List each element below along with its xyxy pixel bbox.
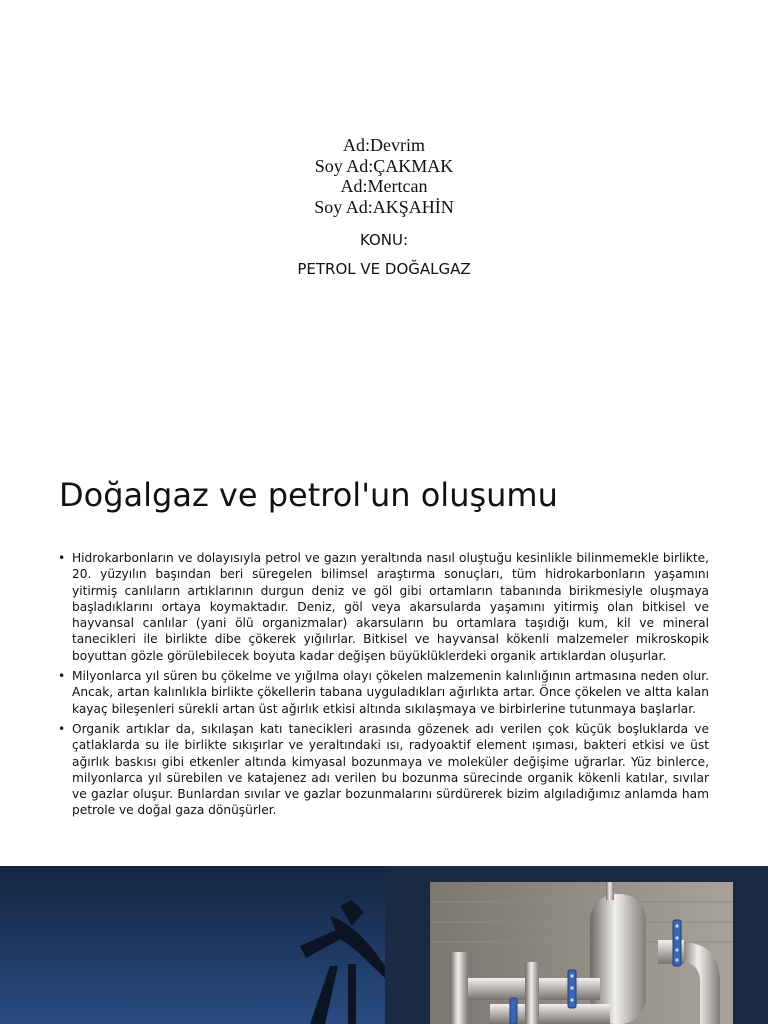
author-first-name-1: Ad:Devrim (343, 135, 425, 155)
image-slide (0, 866, 768, 1024)
gas-plant-pipes-icon (430, 882, 733, 1024)
oil-pumpjack-icon (0, 866, 385, 1024)
topic-title: PETROL VE DOĞALGAZ (297, 260, 471, 278)
bullet-icon: • (58, 669, 66, 684)
author-last-name-2: Soy Ad:AKŞAHİN (314, 197, 454, 218)
bullet-text: Organik artıklar da, sıkılaşan katı tanecikleri arasında gözenek adı verilen çok küçük boşluklarda ve çatlaklarda su ile birlikte sıkışırlar ve yeraltındaki ısı, radyoaktif element ışıması, bakteri etkisi ve üst ağırlık baskısı gibi etkenler altında kimyasal bozunmaya ve moleküler değişime uğrarlar. Yüz binlerce, milyonlarca yıl sürebilen ve katajenez adı verilen bu bozunma sürecinde organik kökenli katılar, sıvılar ve gazlar oluşur. Bunlardan sıvılar ve gazlar bozunmalarını sürdürerek bizim algıladığımız anlamda ham petrole ve doğal gaza dönüşürler. (72, 721, 709, 818)
list-item (56, 550, 709, 664)
title-slide (0, 0, 768, 432)
pumpjack-background (0, 866, 385, 1024)
list-item (56, 721, 709, 819)
gas-plant-photo (430, 882, 733, 1024)
bullet-icon: • (58, 721, 66, 736)
bullet-icon: • (58, 551, 66, 565)
author-last-name-1: Soy Ad:ÇAKMAK (314, 155, 454, 176)
bullet-text: Hidrokarbonların ve dolayısıyla petrol ve gazın yeraltında nasıl oluştuğu kesinlikle bilinmemekle birlikte, 20. yüzyılın başından beri süregelen bilimsel araştırma sonuçları, tüm hidrokarbonların yaşamını yitirmiş canlıların artıklarının durgun deniz ve göl gibi ortamların tabanında birikmesiyle oluşmaya başladıklarını ortaya koymaktadır. Deniz, göl veya akarsularda yaşamını yitirmiş olan bitkisel ve hayvansal canlılar (yani ölü organizmalar) akarsuların bu ortamlara taşıdığı kum, kil ve mineral tanecikleri ile birlikte dibe çökerek yığılırlar. Bitkisel ve hayvansal kökenli malzemeler mikroskopik boyuttan gözle görülebilecek boyuta kadar değişen büyüklüklerdeki organik artıklardan oluşurlar. (72, 551, 709, 663)
author-names (0, 135, 768, 218)
author-first-name-2: Ad:Mertcan (340, 176, 428, 197)
content-slide (0, 432, 768, 864)
bullet-text: Milyonlarca yıl süren bu çökelme ve yığılma olayı çökelen malzemenin kalınlığının artmasına neden olur. Ancak, artan kalınlıkla birlikte çökellerin tabana uyguladıkları ağırlıkta artar. Önce çökelen ve altta kalan kayaç bileşenleri sürekli artan üst ağırlık etkisi altında sıkılaşmaya ve birbirlerine tutunmaya başlarlar. (72, 669, 709, 716)
bullet-list (56, 550, 709, 823)
list-item (56, 668, 709, 717)
topic-label: KONU: (359, 231, 409, 249)
slide-title: Doğalgaz ve petrol'un oluşumu (59, 476, 558, 514)
